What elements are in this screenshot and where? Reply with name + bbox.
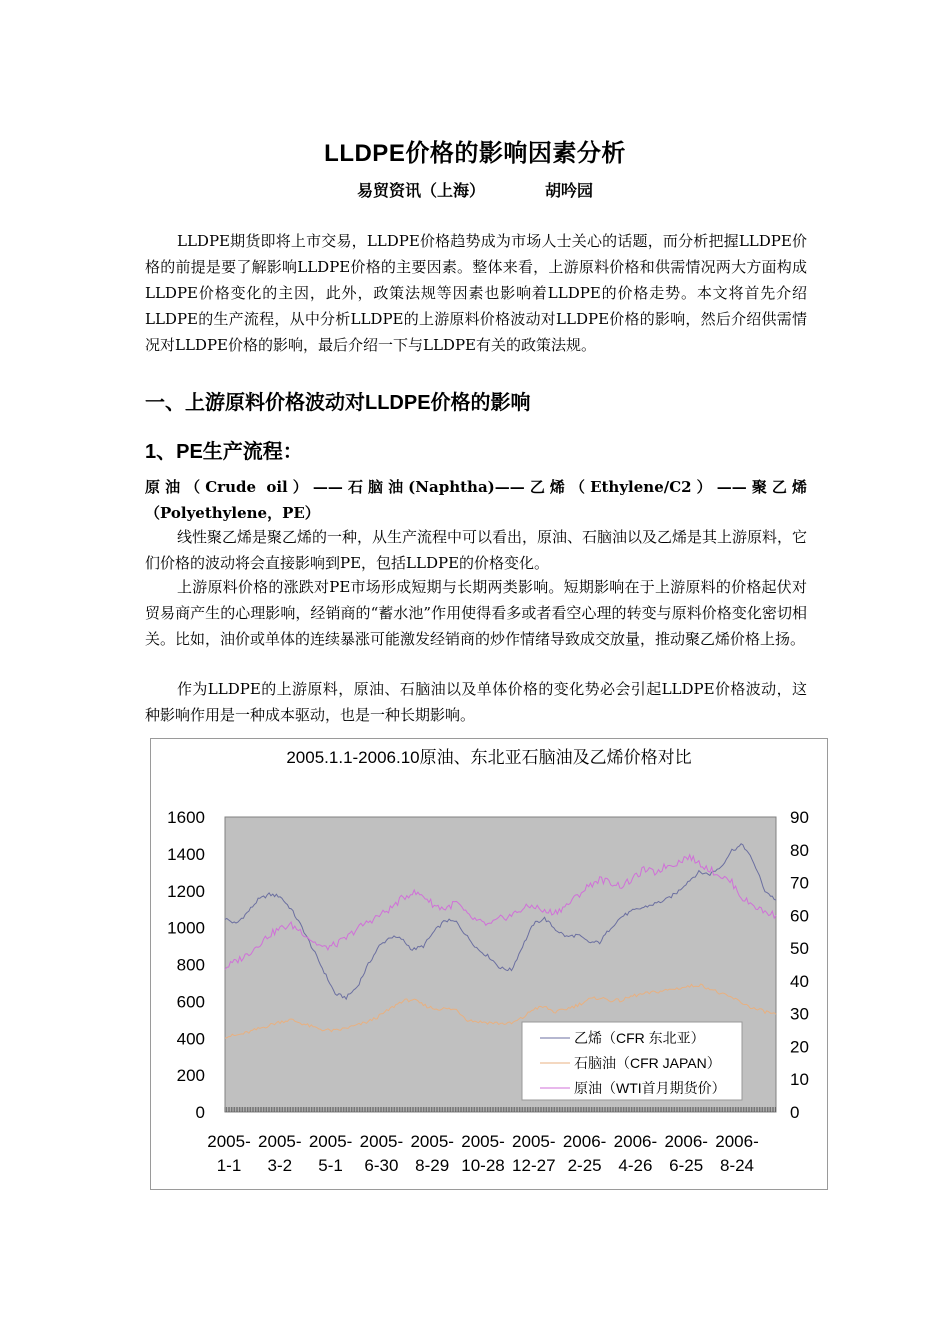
intro-paragraph: LLDPE期货即将上市交易，LLDPE价格趋势成为市场人士关心的话题，而分析把握LLDPE价格的前提是要了解影响LLDPE价格的主要因素。整体来看，上游原料价格和供需情况两大方面构成LLDPE价格变化的主因，此外，政策法规等因素也影响着LLDPE的价格走势。本文将首先介绍LLDPE的生产流程，从中分析LLDPE的上游原料价格波动对LLDPE价格的影响，然后介绍供需情况对LLDPE价格的影响，最后介绍一下与LLDPE有关的政策法规。	[145, 232, 807, 354]
x-tick-label-date: 4-26	[618, 1156, 653, 1175]
x-tick-label-date: 12-27	[512, 1156, 556, 1175]
y-right-tick-label: 70	[790, 873, 809, 893]
paragraph-3: 作为LLDPE的上游原料，原油、石脑油以及单体价格的变化势必会引起LLDPE价格波动，这种影响作用是一种成本驱动，也是一种长期影响。	[145, 680, 807, 724]
y-left-tick-label: 200	[176, 1066, 205, 1086]
y-right-tick-label: 80	[790, 840, 809, 860]
x-tick-label-date: 5-1	[318, 1156, 343, 1175]
y-right-tick-label: 40	[790, 971, 809, 991]
x-tick-label-date: 10-28	[461, 1156, 505, 1175]
x-tick-label-year: 2005-	[512, 1132, 556, 1151]
production-flow: 原油（Crude oil）——石脑油(Naphtha)——乙烯（Ethylene/C2）——聚乙烯（Polyethylene，PE）	[145, 478, 807, 522]
y-right-tick-label: 0	[790, 1103, 800, 1122]
x-tick-label-date: 6-25	[669, 1156, 704, 1175]
x-tick-label-date: 8-24	[719, 1156, 755, 1175]
legend-label: 石脑油（CFR JAPAN）	[574, 1055, 721, 1071]
doc-title: LLDPE价格的影响因素分析	[324, 140, 626, 167]
author-name: 胡吟园	[545, 181, 594, 200]
legend-label: 乙烯（CFR 东北亚）	[574, 1030, 705, 1046]
x-tick-label-year: 2005-	[258, 1132, 302, 1151]
y-left-tick-label: 1600	[167, 808, 205, 827]
x-tick-label-year: 2006-	[562, 1132, 607, 1151]
x-tick-label-date: 1-1	[216, 1156, 242, 1175]
x-tick-label-year: 2005-	[461, 1132, 505, 1151]
paragraph-2: 上游原料价格的涨跌对PE市场形成短期与长期两类影响。短期影响在于上游原料的价格起伏对贸易商产生的心理影响，经销商的“蓄水池”作用使得看多或者看空心理的转变与原料价格变化密切相关。比如，油价或单体的连续暴涨可能激发经销商的炒作情绪导致成交放量，推动聚乙烯价格上扬。	[145, 578, 807, 648]
subsection-heading: 1、PE生产流程：	[145, 441, 303, 463]
x-tick-label-year: 2005-	[207, 1132, 251, 1151]
y-right-tick-label: 50	[790, 939, 809, 959]
x-tick-label-year: 2006-	[664, 1132, 708, 1151]
y-right-tick-label: 20	[790, 1037, 809, 1057]
x-tick-label-date: 8-29	[415, 1156, 450, 1175]
x-tick-label-year: 2006-	[715, 1132, 759, 1151]
paragraph-1: 线性聚乙烯是聚乙烯的一种，从生产流程中可以看出，原油、石脑油以及乙烯是其上游原料，它们价格的波动将会直接影响到PE，包括LLDPE的价格变化。	[145, 528, 808, 572]
y-left-tick-label: 1200	[167, 881, 205, 901]
price-chart	[150, 738, 828, 1190]
y-right-tick-label: 60	[790, 906, 809, 926]
y-left-tick-label: 800	[176, 955, 205, 975]
legend-label: 原油（WTI首月期货价）	[574, 1080, 726, 1096]
chart-svg	[151, 739, 827, 1189]
y-right-tick-label: 90	[790, 808, 809, 827]
y-left-tick-label: 400	[176, 1029, 205, 1049]
source-label: 易贸资讯（上海）	[356, 181, 485, 200]
x-tick-label-date: 2-25	[567, 1156, 602, 1175]
chart-title: 2005.1.1-2006.10原油、东北亚石脑油及乙烯价格对比	[286, 748, 692, 767]
y-right-tick-label: 30	[790, 1004, 809, 1024]
x-tick-label-year: 2006-	[613, 1132, 658, 1151]
y-left-tick-label: 600	[176, 992, 205, 1012]
section-heading: 一、上游原料价格波动对LLDPE价格的影响	[145, 392, 531, 414]
x-tick-label-year: 2005-	[359, 1132, 404, 1151]
y-left-tick-label: 0	[195, 1103, 205, 1122]
y-right-tick-label: 10	[790, 1070, 809, 1090]
y-left-tick-label: 1400	[167, 844, 205, 864]
x-tick-label-year: 2005-	[308, 1132, 353, 1151]
byline	[0, 178, 950, 201]
x-tick-label-date: 3-2	[267, 1156, 293, 1175]
x-tick-label-year: 2005-	[410, 1132, 454, 1151]
x-tick-label-date: 6-30	[364, 1156, 399, 1175]
y-left-tick-label: 1000	[167, 918, 205, 938]
